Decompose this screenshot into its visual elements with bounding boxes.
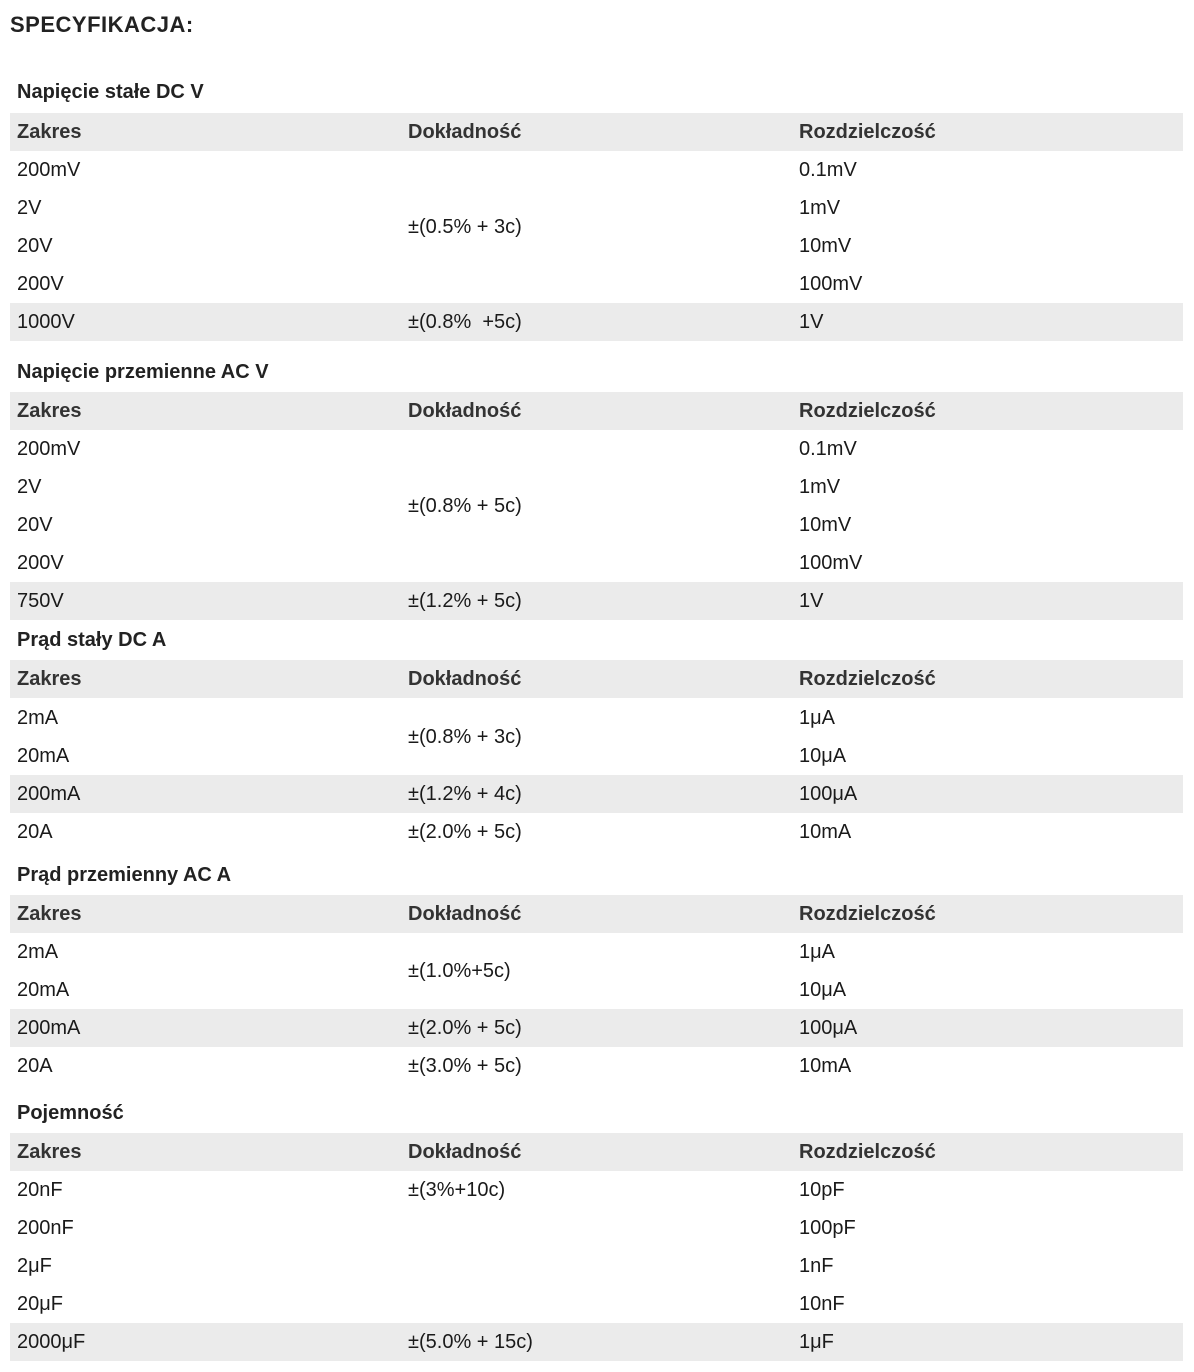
section-title-dc-voltage: Napięcie stałe DC V	[17, 81, 204, 103]
table-row	[10, 1209, 1183, 1247]
resolution-cell: 1μA	[799, 707, 835, 729]
table-row	[10, 1009, 1183, 1047]
range-cell: 20A	[17, 821, 53, 843]
range-cell: 200V	[17, 273, 64, 295]
table-row	[10, 1247, 1183, 1285]
range-cell: 200nF	[17, 1217, 74, 1239]
table-row	[10, 737, 1183, 775]
resolution-cell: 0.1mV	[799, 159, 857, 181]
table-row	[10, 544, 1183, 582]
range-cell: 200mA	[17, 783, 81, 805]
header-resolution: Rozdzielczość	[799, 1141, 936, 1163]
resolution-cell: 1mV	[799, 476, 841, 498]
table-row	[10, 1285, 1183, 1323]
range-cell: 20μF	[17, 1293, 63, 1315]
accuracy-cell: ±(0.8% +5c)	[408, 311, 522, 333]
resolution-cell: 10nF	[799, 1293, 845, 1315]
table-row	[10, 971, 1183, 1009]
accuracy-cell: ±(3.0% + 5c)	[408, 1055, 522, 1077]
header-range: Zakres	[17, 668, 82, 690]
table-row	[10, 1171, 1183, 1209]
table-row	[10, 468, 1183, 506]
table-row	[10, 303, 1183, 341]
table-row	[10, 506, 1183, 544]
range-cell: 200mA	[17, 1017, 81, 1039]
table-header-row	[10, 660, 1183, 698]
header-range: Zakres	[17, 1141, 82, 1163]
resolution-cell: 10mV	[799, 235, 852, 257]
table-row	[10, 430, 1183, 468]
merged-accuracy-cell: ±(1.0%+5c)	[408, 960, 511, 982]
table-row	[10, 227, 1183, 265]
resolution-cell: 100mV	[799, 552, 863, 574]
range-cell: 2000μF	[17, 1331, 86, 1353]
header-accuracy: Dokładność	[408, 121, 522, 143]
resolution-cell: 100μA	[799, 783, 858, 805]
range-cell: 200mV	[17, 438, 81, 460]
header-range: Zakres	[17, 121, 82, 143]
section-title-capacitance: Pojemność	[17, 1102, 124, 1124]
range-cell: 200V	[17, 552, 64, 574]
header-accuracy: Dokładność	[408, 903, 522, 925]
resolution-cell: 10pF	[799, 1179, 845, 1201]
range-cell: 20V	[17, 514, 53, 536]
range-cell: 20mA	[17, 979, 70, 1001]
table-header-row	[10, 392, 1183, 430]
accuracy-cell: ±(2.0% + 5c)	[408, 821, 522, 843]
range-cell: 2V	[17, 476, 42, 498]
range-cell: 2μF	[17, 1255, 52, 1277]
resolution-cell: 10mV	[799, 514, 852, 536]
resolution-cell: 0.1mV	[799, 438, 857, 460]
merged-accuracy-cell: ±(0.8% + 5c)	[408, 495, 522, 517]
range-cell: 2mA	[17, 707, 59, 729]
table-row	[10, 151, 1183, 189]
section-title-ac-current: Prąd przemienny AC A	[17, 864, 232, 886]
range-cell: 20V	[17, 235, 53, 257]
header-resolution: Rozdzielczość	[799, 668, 936, 690]
table-row	[10, 1323, 1183, 1361]
table-header-row	[10, 113, 1183, 151]
resolution-cell: 1mV	[799, 197, 841, 219]
table-header-row	[10, 1133, 1183, 1171]
accuracy-cell: ±(3%+10c)	[408, 1179, 506, 1201]
section-title-ac-voltage: Napięcie przemienne AC V	[17, 361, 269, 383]
header-resolution: Rozdzielczość	[799, 121, 936, 143]
resolution-cell: 1V	[799, 590, 824, 612]
section-title-dc-current: Prąd stały DC A	[17, 629, 167, 651]
resolution-cell: 100pF	[799, 1217, 856, 1239]
header-accuracy: Dokładność	[408, 1141, 522, 1163]
table-row	[10, 189, 1183, 227]
header-accuracy: Dokładność	[408, 668, 522, 690]
resolution-cell: 1μA	[799, 941, 835, 963]
resolution-cell: 1μF	[799, 1331, 834, 1353]
table-row	[10, 582, 1183, 620]
resolution-cell: 10μA	[799, 745, 847, 767]
header-resolution: Rozdzielczość	[799, 903, 936, 925]
merged-accuracy-cell: ±(0.5% + 3c)	[408, 216, 522, 238]
table-row	[10, 1047, 1183, 1085]
accuracy-cell: ±(1.2% + 5c)	[408, 590, 522, 612]
range-cell: 750V	[17, 590, 64, 612]
table-row	[10, 933, 1183, 971]
merged-accuracy-cell: ±(0.8% + 3c)	[408, 726, 522, 748]
resolution-cell: 100μA	[799, 1017, 858, 1039]
table-row	[10, 265, 1183, 303]
table-row	[10, 775, 1183, 813]
resolution-cell: 1V	[799, 311, 824, 333]
range-cell: 1000V	[17, 311, 75, 333]
resolution-cell: 10mA	[799, 821, 852, 843]
range-cell: 20nF	[17, 1179, 63, 1201]
resolution-cell: 100mV	[799, 273, 863, 295]
page-title: SPECYFIKACJA:	[10, 12, 194, 37]
range-cell: 2V	[17, 197, 42, 219]
header-range: Zakres	[17, 903, 82, 925]
resolution-cell: 10μA	[799, 979, 847, 1001]
header-accuracy: Dokładność	[408, 400, 522, 422]
range-cell: 20A	[17, 1055, 53, 1077]
range-cell: 200mV	[17, 159, 81, 181]
table-row	[10, 699, 1183, 737]
table-header-row	[10, 895, 1183, 933]
header-range: Zakres	[17, 400, 82, 422]
accuracy-cell: ±(2.0% + 5c)	[408, 1017, 522, 1039]
range-cell: 20mA	[17, 745, 70, 767]
range-cell: 2mA	[17, 941, 59, 963]
resolution-cell: 10mA	[799, 1055, 852, 1077]
resolution-cell: 1nF	[799, 1255, 834, 1277]
accuracy-cell: ±(5.0% + 15c)	[408, 1331, 533, 1353]
table-row	[10, 813, 1183, 851]
accuracy-cell: ±(1.2% + 4c)	[408, 783, 522, 805]
header-resolution: Rozdzielczość	[799, 400, 936, 422]
